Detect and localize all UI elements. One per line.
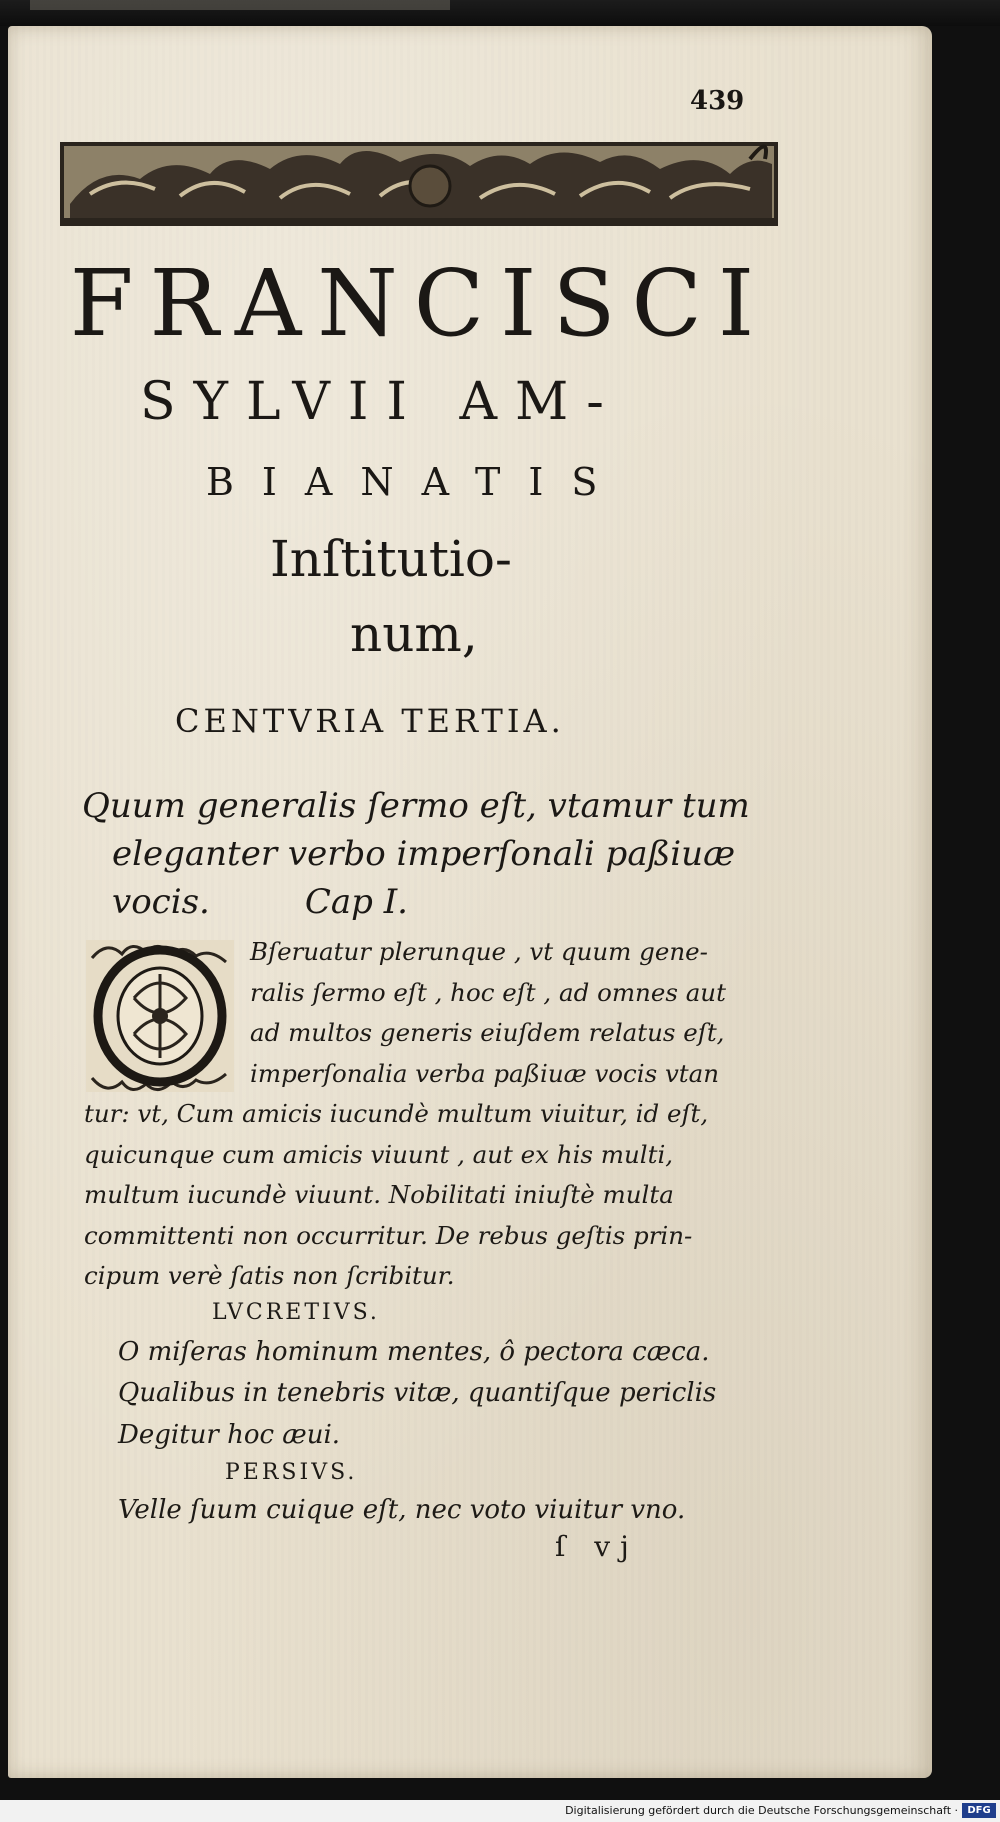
title-line-1: FRANCISCI bbox=[69, 250, 771, 357]
chapter-heading-line-3: vocis. bbox=[112, 882, 210, 922]
persius-verse: Velle ſuum cuique eſt, nec voto viuitur vno. bbox=[118, 1495, 686, 1525]
persius-author: PERSIVS. bbox=[225, 1460, 358, 1485]
lucretius-verse-3: Degitur hoc æui. bbox=[118, 1420, 341, 1450]
chapter-heading-line-1: Quum generalis ſermo eſt, vtamur tum bbox=[82, 786, 750, 826]
scan-top-edge-scrap bbox=[30, 0, 450, 10]
footer-bar bbox=[0, 1800, 1000, 1822]
body-line: cipum verè ſatis non ſcribitur. bbox=[84, 1261, 455, 1290]
title-line-4: Inſtitutio- bbox=[270, 530, 512, 588]
signature-mark: ſ vj bbox=[555, 1530, 639, 1563]
title-line-3: BIANATIS bbox=[206, 460, 626, 504]
body-line: quicunque cum amicis viuunt , aut ex his multi, bbox=[84, 1139, 674, 1169]
body-line: committenti non occurritur. De rebus geſtis prin- bbox=[84, 1220, 693, 1250]
body-line: ad multos generis eiuſdem relatus eſt, bbox=[250, 1018, 725, 1047]
chapter-number: Cap I. bbox=[304, 882, 408, 922]
body-line: ralis ſermo eſt , hoc eſt , ad omnes aut bbox=[250, 977, 726, 1007]
lucretius-author: LVCRETIVS. bbox=[212, 1300, 380, 1325]
body-line: Bſeruatur plerunque , vt quum gene- bbox=[250, 937, 708, 966]
body-line: imperſonalia verba paßiuæ vocis vtan bbox=[250, 1058, 720, 1088]
body-line: tur: vt, Cum amicis iucundè multum viuitur, id eſt, bbox=[84, 1099, 709, 1128]
woodcut-hunting-frieze-icon bbox=[60, 134, 778, 228]
body-text bbox=[84, 932, 764, 1297]
digitization-credit: Digitalisierung gefördert durch die Deutsche Forschungsgemeinschaft · bbox=[565, 1804, 958, 1817]
chapter-heading-line-2: eleganter verbo imperſonali paßiuæ bbox=[112, 834, 736, 874]
lucretius-verse-1: O miſeras hominum mentes, ô pectora cæca. bbox=[118, 1337, 710, 1367]
title-line-2: SYLVII AM- bbox=[140, 372, 622, 432]
chapter-heading bbox=[82, 782, 772, 926]
scan-top-edge bbox=[0, 0, 1000, 26]
title-line-5: num, bbox=[350, 605, 478, 663]
page-number: 439 bbox=[690, 86, 745, 116]
title-line-6: CENTVRIA TERTIA. bbox=[175, 702, 565, 740]
body-line: multum iucundè viuunt. Nobilitati iniuſtè multa bbox=[84, 1180, 674, 1209]
lucretius-verse-2: Qualibus in tenebris vitæ, quantiſque periclis bbox=[118, 1378, 717, 1408]
dfg-logo-icon[interactable]: DFG bbox=[962, 1803, 996, 1818]
